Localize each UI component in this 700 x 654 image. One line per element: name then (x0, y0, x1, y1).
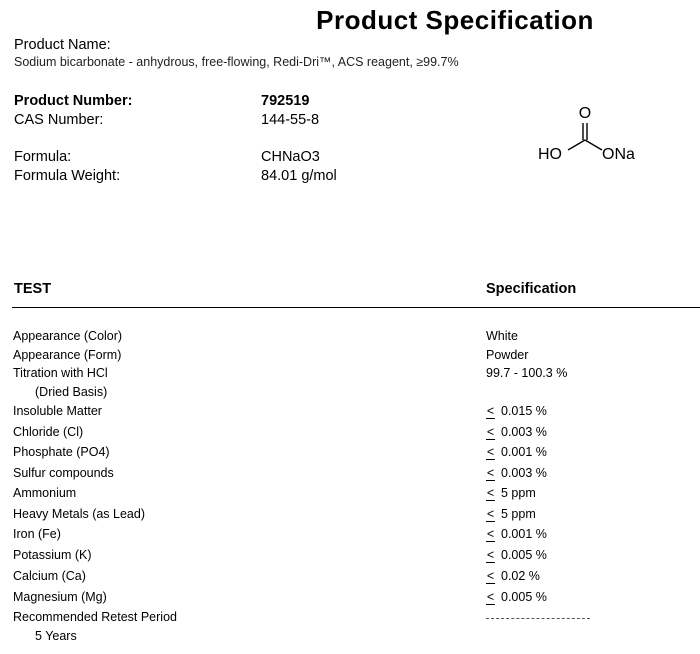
test-name: Calcium (Ca) (13, 569, 86, 583)
less-than-or-equal-icon: < (486, 569, 495, 583)
cas-number-label: CAS Number: (14, 112, 104, 128)
spec-cell (486, 507, 536, 521)
column-header-specification: Specification (486, 281, 577, 297)
spec-value: 99.7 - 100.3 % (486, 366, 568, 380)
spec-value: 0.001 % (501, 527, 547, 541)
less-than-or-equal-icon: < (486, 590, 495, 604)
less-than-or-equal-icon: < (486, 486, 495, 500)
product-number-value: 792519 (261, 93, 310, 109)
test-name: Recommended Retest Period (13, 610, 177, 624)
product-name-value: Sodium bicarbonate - anhydrous, free-flowing, Redi-Dri™, ACS reagent, ≥99.7% (14, 55, 459, 69)
spec-cell (486, 445, 547, 459)
spec-cell (486, 425, 547, 439)
less-than-or-equal-icon: < (486, 466, 495, 480)
spec-value: 0.005 % (501, 548, 547, 562)
test-name: Sulfur compounds (13, 466, 114, 480)
test-name: Heavy Metals (as Lead) (13, 507, 146, 521)
test-name: Phosphate (PO4) (13, 445, 110, 459)
structure-left-group: HO (538, 146, 562, 163)
spec-value: 0.005 % (501, 590, 547, 604)
column-header-test: TEST (14, 281, 52, 297)
formula-weight-value: 84.01 g/mol (261, 168, 337, 184)
test-name-note: (Dried Basis) (35, 385, 108, 399)
less-than-or-equal-icon: < (486, 425, 495, 439)
spec-cell (486, 569, 540, 583)
product-name-label: Product Name: (14, 37, 111, 53)
spec-cell (486, 466, 547, 480)
test-name-note: 5 Years (35, 629, 77, 643)
less-than-or-equal-icon: < (486, 445, 495, 459)
test-name: Iron (Fe) (13, 527, 61, 541)
spec-value: White (486, 329, 518, 343)
formula-weight-label: Formula Weight: (14, 168, 121, 184)
test-name: Potassium (K) (13, 548, 92, 562)
less-than-or-equal-icon: < (486, 507, 495, 521)
spec-value: 0.001 % (501, 445, 547, 459)
less-than-or-equal-icon: < (486, 404, 495, 418)
spec-value: 0.003 % (501, 425, 547, 439)
spec-placeholder-dashes (486, 618, 590, 619)
test-name: Chloride (Cl) (13, 425, 84, 439)
spec-value: Powder (486, 348, 529, 362)
formula-label: Formula: (14, 149, 72, 165)
spec-value: 0.02 % (501, 569, 540, 583)
less-than-or-equal-icon: < (486, 548, 495, 562)
spec-value: 5 ppm (501, 507, 536, 521)
page-title: Product Specification (316, 5, 594, 35)
spec-cell (486, 527, 547, 541)
spec-value: 5 ppm (501, 486, 536, 500)
spec-value: 0.015 % (501, 404, 547, 418)
spec-value: 0.003 % (501, 466, 547, 480)
test-name: Appearance (Form) (13, 348, 122, 362)
header-divider (12, 307, 700, 308)
spec-cell (486, 404, 547, 418)
test-name: Titration with HCl (13, 366, 108, 380)
test-name: Magnesium (Mg) (13, 590, 107, 604)
test-name: Ammonium (13, 486, 77, 500)
structure-top-oxygen: O (578, 105, 592, 122)
spec-cell (486, 590, 547, 604)
product-number-label: Product Number: (14, 93, 133, 109)
spec-cell (486, 486, 536, 500)
chemical-structure (528, 96, 658, 176)
structure-right-group: ONa (602, 146, 635, 163)
formula-value: CHNaO3 (261, 149, 320, 165)
spec-cell (486, 548, 547, 562)
test-name: Insoluble Matter (13, 404, 102, 418)
cas-number-value: 144-55-8 (261, 112, 320, 128)
less-than-or-equal-icon: < (486, 527, 495, 541)
test-name: Appearance (Color) (13, 329, 123, 343)
